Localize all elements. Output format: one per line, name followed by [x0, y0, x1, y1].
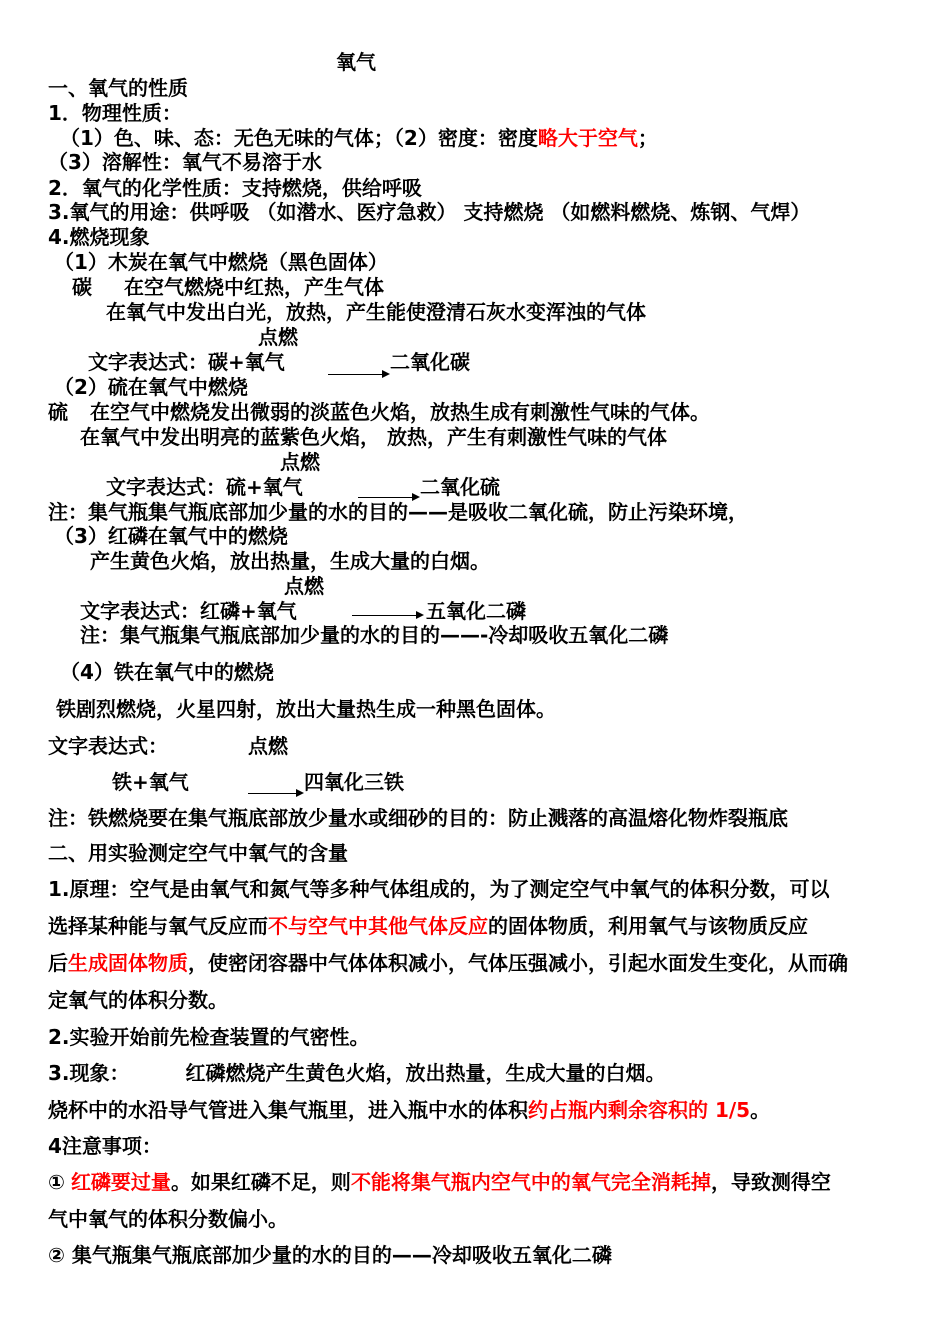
- text-span: 的固体物质，利用氧气与该物质反应: [488, 914, 808, 938]
- reaction-arrow: [328, 374, 388, 375]
- subsection-title: （4）铁在氧气中的燃烧: [60, 660, 274, 684]
- text-span: 红磷燃烧产生黄色火焰，放出热量，生成大量的白烟。: [185, 1061, 666, 1085]
- text-span: ；: [637, 126, 658, 150]
- text-line: 在氧气中发出白光，放热，产生能使澄清石灰水变浑浊的气体: [106, 300, 646, 324]
- text-span: 选择某种能与氧气反应而: [48, 914, 268, 938]
- note-line: 注：集气瓶集气瓶底部加少量的水的目的——-冷却吸收五氧化二磷: [80, 623, 669, 647]
- text-span: 后: [48, 951, 68, 975]
- word-equation: 文字表达式：碳+氧气: [88, 350, 285, 374]
- text-line: （3）溶解性：氧气不易溶于水: [48, 150, 322, 174]
- element-label: 硫: [48, 400, 68, 424]
- note-line: 注：集气瓶集气瓶底部加少量的水的目的——是吸收二氧化硫，防止污染环境，: [48, 500, 748, 524]
- text-line: [48, 951, 848, 975]
- word-equation: 文字表达式：硫+氧气: [106, 475, 303, 499]
- reaction-arrow: [358, 497, 418, 498]
- text-line: 在空气燃烧中红热，产生气体: [124, 275, 384, 299]
- reaction-condition: 点燃: [258, 325, 298, 349]
- section-heading: 二、用实验测定空气中氧气的含量: [48, 841, 348, 865]
- highlight-text: 生成固体物质: [68, 951, 188, 975]
- text-line: 2．氧气的化学性质：支持燃烧，供给呼吸: [48, 176, 422, 200]
- text-line: 4注意事项：: [48, 1134, 162, 1158]
- text-span: 。如果红磷不足，则: [170, 1170, 351, 1194]
- text-span: ，使密闭容器中气体体积减小，气体压强减小，引起水面发生变化，从而确: [188, 951, 848, 975]
- text-line: 1.原理：空气是由氧气和氮气等多种气体组成的，为了测定空气中氧气的体积分数，可以: [48, 877, 830, 901]
- equation-product: 四氧化三铁: [304, 770, 404, 794]
- text-span: 。: [750, 1098, 771, 1122]
- highlight-text: 不与空气中其他气体反应: [268, 914, 488, 938]
- text-line: [48, 914, 808, 938]
- text-line: [48, 1098, 770, 1122]
- text-line: ② 集气瓶集气瓶底部加少量的水的目的——冷却吸收五氧化二磷: [48, 1243, 612, 1267]
- word-equation-label: 文字表达式：: [48, 734, 168, 758]
- list-marker: ①: [48, 1170, 65, 1194]
- highlight-text: 红磷要过量: [70, 1170, 171, 1194]
- text-span: ，导致测得空: [710, 1170, 831, 1194]
- word-equation: 文字表达式：红磷+氧气: [80, 599, 297, 623]
- text-line: 气中氧气的体积分数偏小。: [48, 1207, 288, 1231]
- highlight-text: 略大于空气: [537, 126, 638, 150]
- text-span: 3.现象：: [48, 1061, 130, 1085]
- text-line: [60, 126, 658, 150]
- text-line: 在氧气中发出明亮的蓝紫色火焰， 放热，产生有刺激性气味的气体: [80, 425, 667, 449]
- text-line: 1．物理性质：: [48, 101, 182, 125]
- text-line: 定氧气的体积分数。: [48, 988, 228, 1012]
- text-span: （1）色、味、态：无色无味的气体；（2）密度：密度: [60, 126, 538, 150]
- equation-product: 五氧化二磷: [426, 599, 526, 623]
- text-line: 产生黄色火焰，放出热量，生成大量的白烟。: [90, 549, 490, 573]
- section-heading: 一、氧气的性质: [48, 76, 188, 100]
- equation-product: 二氧化碳: [390, 350, 470, 374]
- text-line: 在空气中燃烧发出微弱的淡蓝色火焰，放热生成有刺激性气味的气体。: [90, 400, 710, 424]
- text-line: 铁剧烈燃烧，火星四射，放出大量热生成一种黑色固体。: [56, 697, 556, 721]
- text-line: [48, 1061, 666, 1085]
- highlight-text: 不能将集气瓶内空气中的氧气完全消耗掉: [350, 1170, 711, 1194]
- reaction-condition: 点燃: [280, 450, 320, 474]
- page-title: 氧气: [336, 50, 376, 74]
- text-span: 烧杯中的水沿导气管进入集气瓶里，进入瓶中水的体积: [48, 1098, 528, 1122]
- element-label: 碳: [72, 275, 92, 299]
- reaction-arrow: [248, 793, 302, 794]
- reaction-arrow: [352, 615, 422, 616]
- subsection-title: （2）硫在氧气中燃烧: [54, 375, 248, 399]
- subsection-title: （1）木炭在氧气中燃烧（黑色固体）: [54, 250, 388, 274]
- equation-product: 二氧化硫: [420, 475, 500, 499]
- reaction-condition: 点燃: [248, 734, 288, 758]
- text-line: 3.氧气的用途：供呼吸 （如潜水、医疗急救） 支持燃烧 （如燃料燃烧、炼钢、气焊）: [48, 200, 811, 224]
- note-line: 注：铁燃烧要在集气瓶底部放少量水或细砂的目的：防止溅落的高温熔化物炸裂瓶底: [48, 806, 788, 830]
- text-line: [48, 1170, 831, 1194]
- word-equation: 铁+氧气: [112, 770, 189, 794]
- text-line: 2.实验开始前先检查装置的气密性。: [48, 1025, 370, 1049]
- text-line: 4.燃烧现象: [48, 225, 150, 249]
- subsection-title: （3）红磷在氧气中的燃烧: [54, 524, 288, 548]
- reaction-condition: 点燃: [284, 574, 324, 598]
- highlight-text: 约占瓶内剩余容积的 1/5: [528, 1098, 751, 1122]
